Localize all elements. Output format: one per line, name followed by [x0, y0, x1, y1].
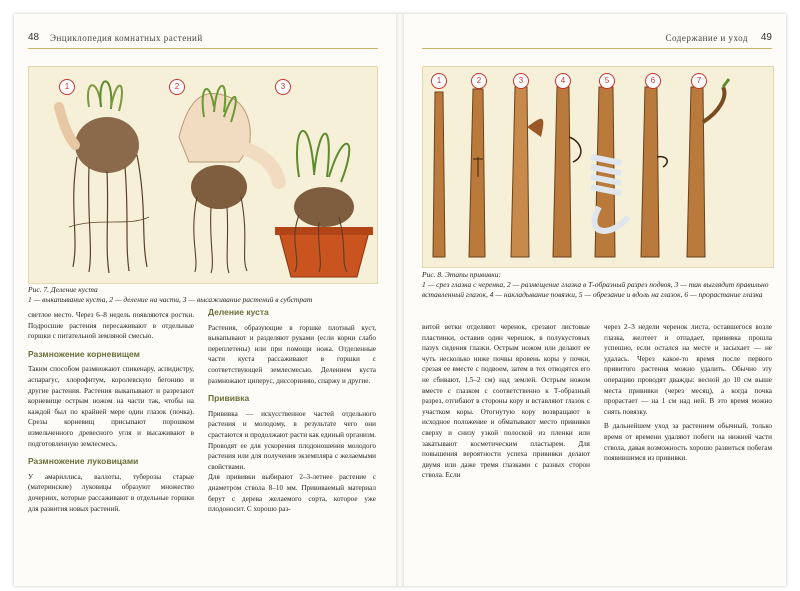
graft-step-badge-1: 1 — [431, 73, 447, 89]
book-spine — [396, 14, 404, 586]
graft-step-badge-6: 6 — [645, 73, 661, 89]
graft-step-badge-3: 3 — [513, 73, 529, 89]
step-badge-2: 2 — [169, 79, 185, 95]
graft-step-badge-2: 2 — [471, 73, 487, 89]
grafting-continued-text: витой ветки отделяют черенок, срезают листовые пластинки, оставив один черешок, в полукустовых пазух сидения глазки. Острым ножом или делают ее чуть несколько ниже почвы вровень коры у почки, срезая ее вместе с подвоем, затем в тех отводятся его не сбивают, 1,5–2 см) над землей. Острым ножом вместе с глазком с соответственно к Т-образный разрез, отгибают в стороны кору и вставляют глазок с участком коры. Отогнутую кору возвращают в исходное положение и обматывают место прививки сверху и снизу узкой полоской из пленки или закатывают косметическим пластырем. Для повышения вероятности успеха прививки делают двумя или даже тремя глазками с разных сторон ствола. Если — [422, 323, 590, 480]
grafting-intro-text: Прививка — искусственное частей отдельного растения и молодому, в результате чего они срастаются и продолжают расти как единый организм. Проводят ее для ускорения плодоношения молодого растения или для получения экземпляра с желаемыми свойствами. — [208, 409, 376, 471]
step-badge-3: 3 — [275, 79, 291, 95]
heading-bush-division: Деление куста — [208, 307, 269, 317]
figure-8-caption-text: 1 — срез глазка с черенка, 2 — размещение глазка в Т-образный разрез подвоя, 3 — так выглядит правильно вставленный глазок, 4 — накладывание повязки, 5 — обрезание и вдоль на глазок, 6 — прорастание глазка — [422, 280, 769, 299]
figure-8-caption-title: Рис. 8. Этапы прививки: — [422, 270, 502, 279]
stage-3-planting — [275, 131, 373, 277]
stage-3-insert — [511, 87, 543, 257]
bulbs-text: У амариллиса, валлоты, туберозы старые (материнские) луковицы образуют множество дочерних, которые рассаживают в отдельные горшки для развития новых растений. — [28, 472, 194, 513]
heading-grafting: Прививка — [208, 393, 250, 404]
graft-check-text: через 2–3 недели черенок листа, оставшегося возле глазка, желтеет и отпадает, прививка прошла успешно, если остался на месте и засыхает — не удалась. Через какое-то время после первого привитого растения можно удалить. Обычно эту операцию проводят дважды: весной до 10 см выше места прививки (через месяц), а когда почка прорастает — на 1 см над ней. В это время можно снять повязку. — [604, 323, 772, 416]
figure-7-caption-text: 1 — выкапывание куста, 2 — деление на части, 3 — высаживание растений в субстрат — [28, 295, 313, 304]
figure-grafting-stages — [422, 66, 774, 268]
stage-1-digging — [59, 81, 149, 273]
page-number-right: 49 — [760, 32, 772, 43]
stage-2-dividing — [179, 86, 279, 273]
figure-7-caption — [28, 285, 376, 305]
aftercare-text: В дальнейшем уход за растением обычный, только время от времени удаляют побеги на нижней части ствола, давая возможность хорошо развиться побегам появившимся из прививки. — [604, 422, 772, 463]
right-running-title: Содержание и уход — [665, 33, 748, 43]
grafting-text: Для прививки выбирают 2–3-летнее растение с диаметром ствола 8–10 мм. Прививаемый материал берут с дерева желаемого сорта, которое уже плодоносит. С хорошо раз- — [208, 473, 376, 514]
heading-rhizome: Размножение корневищем — [28, 348, 140, 359]
rootstock-intro-text: светлое место. Через 6–8 недель появляются ростки. Подросшие растения пересаживают в отдельные горшки с питательной земляной смесью. — [28, 311, 194, 341]
left-page-column-1 — [28, 310, 194, 580]
stage-2-t-cut — [469, 89, 485, 257]
bush-division-illustration — [29, 67, 377, 283]
stage-7-growth — [687, 79, 729, 257]
left-running-head — [28, 30, 378, 49]
stage-4-bud-placed — [553, 87, 581, 257]
stage-6-sprouting — [641, 87, 667, 257]
right-page-column-2 — [604, 322, 772, 580]
stage-1-bud-cut — [433, 92, 445, 257]
stage-5-binding — [591, 87, 628, 257]
step-badge-1: 1 — [59, 79, 75, 95]
figure-7-caption-title: Рис. 7. Деление куста — [28, 285, 98, 294]
rhizome-text: Таким способом размножают спикенару, аспидистру, аспарагус, хлорофитум, королевскую бегонию и другие растения. Растения выкапывают и разрезают корневище острым ножом на части так, чтобы на каждой был по крайней мере один глазок (почка). Срезы корневищ присыпают порошком измельченного древесного угля и высаживают в подготовленную землесмесь. — [28, 365, 194, 448]
left-running-title: Энциклопедия комнатных растений — [50, 33, 203, 43]
left-page-column-2 — [208, 303, 376, 581]
bush-division-text: Растения, образующие в горшке плотный куст, выкапывают и разделяют руками (если корни слабо переплетены) или при помощи ножа. Отделенные части куста рассаживают в горшки с соответствующей землесмесью. Делением куста размножают циперус, диссоринию, спаржу и другие. — [208, 323, 376, 385]
page-number-left: 48 — [28, 32, 40, 43]
grafting-illustration — [423, 67, 773, 267]
right-running-head — [422, 30, 772, 49]
graft-step-badge-7: 7 — [691, 73, 707, 89]
figure-8-caption — [422, 270, 772, 300]
graft-step-badge-4: 4 — [555, 73, 571, 89]
right-page-column-1 — [422, 322, 590, 580]
heading-bulbs: Размножение луковицами — [28, 456, 139, 467]
graft-step-badge-5: 5 — [599, 73, 615, 89]
figure-bush-division — [28, 66, 378, 284]
